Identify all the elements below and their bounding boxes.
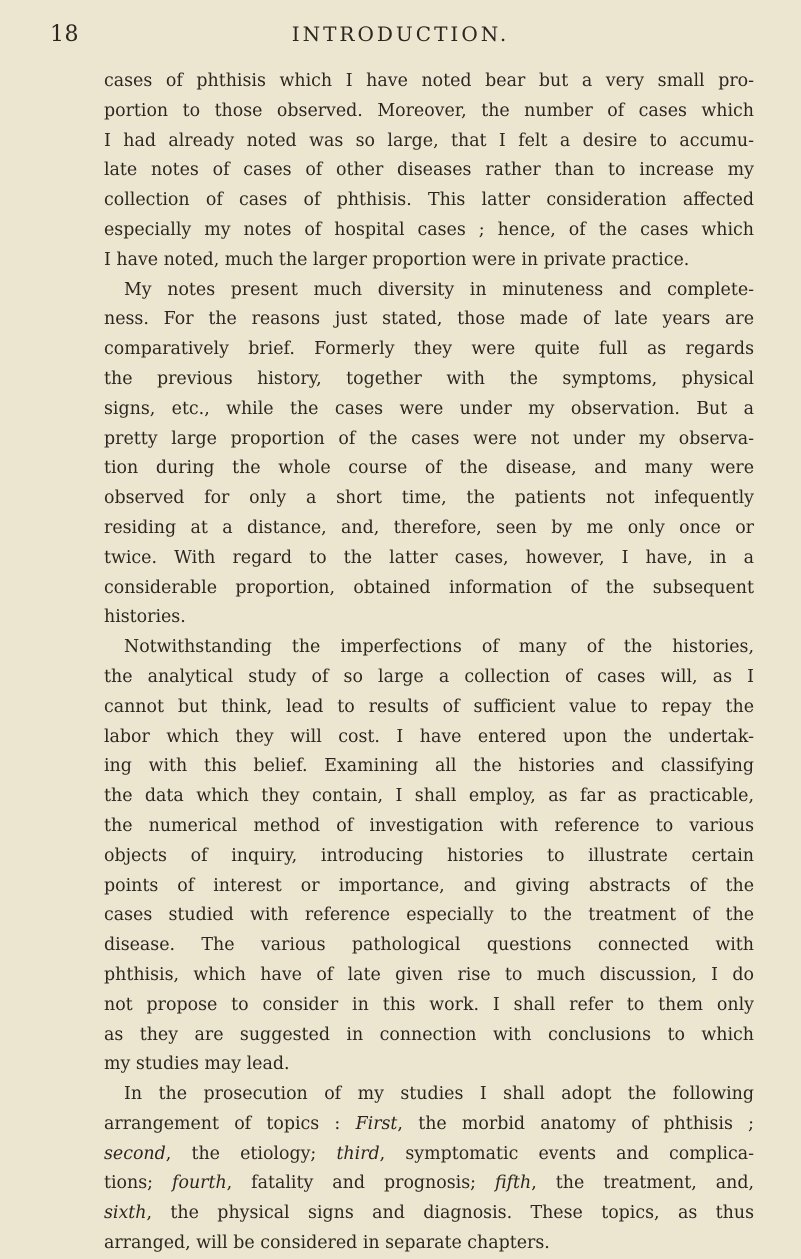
text-line: Notwithstanding the imperfections of many of the histories, [124,637,754,658]
text-line: disease. The various pathological questions connected with [104,935,754,956]
text-line: cases of phthisis which I have noted bear but a very small pro- [104,71,754,91]
text-line: My notes present much diversity in minuteness and complete- [124,279,754,300]
text-line: residing at a distance, and, therefore, seen by me only once or [104,517,754,538]
running-head: INTRODUCTION. [291,22,510,46]
italic-term: second [104,1143,166,1164]
text-line: considerable proportion, obtained information of the subsequent [104,577,754,598]
text-line: I had already noted was so large, that I felt a desire to accumu- [104,130,754,151]
text-line: arranged, will be considered in separate chapters. [104,1233,550,1254]
text-line: the previous history, together with the symptoms, physical [104,368,754,389]
text-line: labor which they will cost. I have entered upon the undertak- [104,726,754,747]
text-line: especially my notes of hospital cases ; hence, of the cases which [104,219,754,240]
text-line: my studies may lead. [104,1054,290,1075]
text-line: as they are suggested in connection with conclusions to which [104,1024,754,1045]
text-line: objects of inquiry, introducing histories to illustrate certain [104,845,754,866]
text-line: points of interest or importance, and giving abstracts of the [104,875,754,896]
body-text [104,67,754,1259]
text-line: portion to those observed. Moreover, the number of cases which [104,100,754,121]
italic-term: fourth [172,1173,227,1194]
text-line: comparatively brief. Formerly they were quite full as regards [104,339,754,360]
paragraph [104,276,754,634]
text-line: not propose to consider in this work. I shall refer to them only [104,994,754,1015]
paragraph [104,633,754,1080]
text-line: the data which they contain, I shall employ, as far as practicable, [104,786,754,807]
text-line: arrangement of topics : First, the morbid anatomy of phthisis ; [104,1113,755,1134]
italic-term: sixth [104,1203,147,1224]
text-line: second, the etiology; third, symptomatic events and complica- [104,1143,754,1164]
text-line: cases studied with reference especially to the treatment of the [104,905,754,926]
paragraph [104,67,754,276]
text-line: signs, etc., while the cases were under my observation. But a [104,398,754,419]
italic-term: third [336,1143,380,1164]
text-line: tion during the whole course of the disease, and many were [104,458,754,479]
page-number: 18 [50,22,79,47]
text-line: histories. [104,607,186,628]
text-line: cannot but think, lead to results of sufficient value to repay the [104,696,754,717]
italic-term: fifth [495,1173,532,1194]
text-line: tions; fourth, fatality and prognosis; fifth, the treatment, and, [104,1173,754,1194]
text-line: the analytical study of so large a collection of cases will, as I [104,666,754,687]
text-line: collection of cases of phthisis. This latter consideration affected [104,190,754,211]
text-line: ing with this belief. Examining all the histories and classifying [104,756,754,777]
text-line: observed for only a short time, the patients not infequently [104,488,754,509]
italic-term: First [355,1113,398,1134]
paragraph [104,1080,754,1259]
text-line: pretty large proportion of the cases were not under my observa- [104,428,754,449]
text-line: ness. For the reasons just stated, those made of late years are [104,309,754,330]
text-line: In the prosecution of my studies I shall adopt the following [124,1084,754,1105]
text-line: I have noted, much the larger proportion were in private practice. [104,249,690,270]
text-line: sixth, the physical signs and diagnosis. These topics, as thus [104,1203,754,1224]
text-line: phthisis, which have of late given rise to much discussion, I do [104,964,754,985]
text-line: twice. With regard to the latter cases, however, I have, in a [104,547,754,568]
page-header [0,22,801,62]
text-line: late notes of cases of other diseases rather than to increase my [104,160,754,181]
text-line: the numerical method of investigation with reference to various [104,815,754,836]
